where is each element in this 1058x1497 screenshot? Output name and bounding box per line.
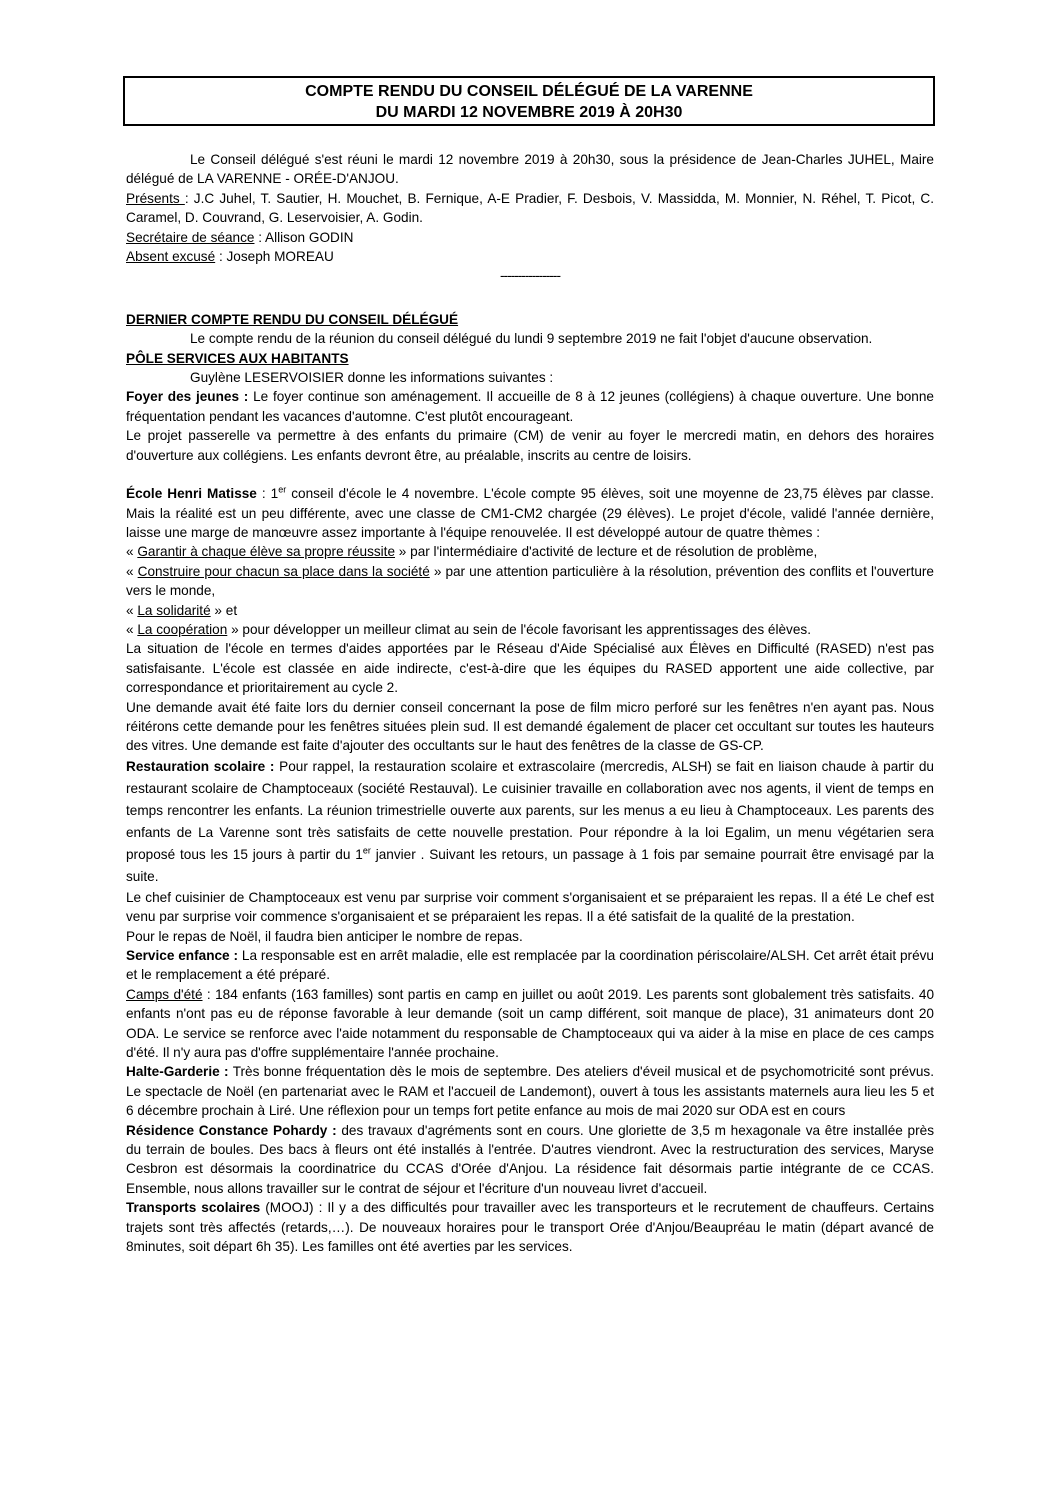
theme-1: [126, 542, 934, 561]
residence-text: des travaux d'agréments sont en cours. Une gloriette de 3,5 m hexagonale va être installée près du terrain de boules. Des bacs à fleurs ont été installés à l'entrée. D'autres viendront. Avec la restructuration des services, Maryse Cesbron est désormais la coordinatrice du CCAS d'Orée d'Anjou. La résidence fait désormais partie intégrante de ce CCAS. Ensemble, nous allons travailler sur le contrat de séjour et l'écriture d'un nouveau livret d'accueil.: [126, 1122, 934, 1196]
presents-line: [126, 189, 934, 228]
resto-text: Pour rappel, la restauration scolaire et extrascolaire (mercredis, ALSH) se fait en liaison chaude à partir du restaurant scolaire de Champtoceaux (société Restauval). Le cuisinier travaille en collaboration avec nos agents, il vient de temps en temps rencontrer les enfants. La réunion trimestrielle ouverte aux parents, sur les menus a eu lieu à Champtoceaux. Les parents des enfants de La Varenne sont très satisfaits de cette nouvelle prestation. Pour répondre à la loi Egalim, un menu végétarien sera proposé tous les 15 jours à partir du 1: [126, 758, 934, 862]
rased-paragraph: La situation de l'école en termes d'aides apportées par le Réseau d'Aide Spécialisé aux Élèves en Difficulté (RASED) n'est pas satisfaisante. L'école est classée en aide indirecte, c'est-à-dire que les équipes du RASED apportent une aide collective, par correspondance et prioritairement au cycle 2.: [126, 641, 934, 696]
ecole-pre: : 1: [256, 486, 279, 502]
ecole-sup: er: [278, 484, 287, 495]
resto-sup: er: [362, 845, 371, 856]
document-body: [126, 150, 934, 1257]
transports-label: Transports scolaires: [126, 1200, 261, 1216]
absent-line: [126, 247, 934, 266]
theme-3-link: La solidarité: [137, 602, 211, 618]
enfance-label: Service enfance :: [126, 948, 239, 963]
secretary-value: : Allison GODIN: [254, 229, 354, 245]
title-line-2: DU MARDI 12 NOVEMBRE 2019 À 20H30: [375, 104, 683, 121]
absent-label: Absent excusé: [126, 249, 216, 265]
secretary-label: Secrétaire de séance: [126, 229, 255, 245]
foyer-text: Le foyer continue son aménagement. Il accueille de 8 à 12 jeunes (collégiens) à chaque ouverture. Une bonne fréquentation pendant les vacances d'automne. C'est plutôt encourageant.: [126, 389, 934, 424]
residence-paragraph: [126, 1121, 934, 1199]
film-paragraph: Une demande avait été faite lors du dernier conseil concernant la pose de film micro perforé sur les fenêtres n'en ayant pas. Nous réitérons cette demande pour les fenêtres situées plein sud. Il est demandé également de placer cet occultant sur toutes les hauteurs des vitres. Une demande est faite d'ajouter des occultants sur le haut des fenêtres de la classe de GS-CP.: [126, 699, 934, 754]
noel-paragraph: Pour le repas de Noël, il faudra bien anticiper le nombre de repas.: [126, 928, 523, 944]
residence-label: Résidence Constance Pohardy :: [126, 1122, 337, 1138]
halte-label: Halte-Garderie :: [126, 1064, 229, 1080]
quote-open: «: [126, 544, 138, 560]
chef-paragraph: Le chef cuisinier de Champtoceaux est venu par surprise voir comment s'organisaient et se préparaient les repas. Il a été Le chef est venu par surprise voir commence s'organisaient et se préparaient les repas. Il a été satisfait de la qualité de la prestation.: [126, 889, 934, 925]
theme-4-link: La coopération: [137, 621, 228, 637]
theme-4: [126, 620, 934, 639]
quote-open: «: [126, 563, 138, 579]
resto-paragraph: [126, 756, 934, 888]
foyer-paragraph-2: Le projet passerelle va permettre à des enfants du primaire (CM) de venir au foyer le mercredi matin, en dehors des horaires d'ouverture aux collégiens. Les enfants devront être, au préalable, inscrits au centre de loisirs.: [126, 428, 934, 463]
theme-3: [126, 601, 934, 620]
ecole-text: conseil d'école le 4 novembre. L'école compte 95 élèves, soit une moyenne de 23,75 élèves par classe. Mais la réalité est un peu différente, avec une classe de CM1-CM2 chargée (29 élèves). Le projet d'école, validé l'année dernière, laisse une marge de manœuvre assez importante à l'équipe renouvelée. Il est développé autour de quatre thèmes :: [126, 486, 935, 540]
ecole-paragraph: [126, 484, 934, 542]
enfance-paragraph: [126, 946, 934, 985]
halte-text: Très bonne fréquentation dès le mois de septembre. Des ateliers d'éveil musical et de psychomotricité sont prévus. Le spectacle de Noël (en partenariat avec le RAM et l'accueil de Landemont), ouvert à tous les assistants maternels aura lieu les 5 et 6 décembre prochain à Liré. Une réflexion pour un temps fort petite enfance au mois de mai 2020 sur ODA est en cours: [126, 1064, 934, 1119]
theme-2-rest: » par une attention particulière à la résolution, prévention des conflits et l'ouverture vers le monde,: [126, 563, 934, 599]
minutes-text: Le compte rendu de la réunion du conseil délégué du lundi 9 septembre 2019 ne fait l'objet d'aucune observation.: [190, 331, 873, 347]
transports-paragraph: [126, 1198, 934, 1256]
secretary-line: [126, 228, 934, 247]
theme-2: [126, 562, 934, 601]
services-intro: Guylène LESERVOISIER donne les informations suivantes :: [190, 370, 554, 386]
theme-1-rest: » par l'intermédiaire d'activité de lecture et de résolution de problème,: [395, 544, 818, 560]
spacer: [126, 465, 934, 484]
camps-paragraph: [126, 985, 934, 1063]
theme-4-rest: » pour développer un meilleur climat au sein de l'école favorisant les apprentissages des élèves.: [227, 621, 811, 637]
intro-paragraph: Le Conseil délégué s'est réuni le mardi 12 novembre 2019 à 20h30, sous la présidence de Jean-Charles JUHEL, Maire délégué de LA VARENNE - ORÉE-D'ANJOU.: [126, 152, 934, 187]
title-box: [123, 76, 935, 126]
quote-open: «: [126, 602, 138, 618]
camps-label: Camps d'été: [126, 986, 203, 1002]
resto-label: Restauration scolaire :: [126, 758, 275, 774]
resto-text-2: janvier . Suivant les retours, un passage à 1 fois par semaine pourrait être envisagé par la suite.: [126, 846, 934, 884]
separator: -----------------: [500, 268, 560, 284]
camps-text: : 184 enfants (163 familles) sont partis en camp en juillet ou août 2019. Les parents sont globalement très satisfaits. 40 enfants n'ont pas eu de réponse favorable à leur demande (soit un camp différent, soit manque de place), 31 animateurs dont 20 ODA. Le service se renforce avec l'aide notamment du responsable de Champtoceaux qui va aider à la mise en place de ces camps d'été. Il n'y aura pas d'offre supplémentaire l'année prochaine.: [126, 986, 935, 1061]
foyer-paragraph: [126, 387, 934, 426]
quote-open: «: [126, 621, 138, 637]
minutes-heading: DERNIER COMPTE RENDU DU CONSEIL DÉLÉGUÉ: [126, 311, 459, 327]
foyer-label: Foyer des jeunes :: [126, 389, 249, 405]
presents-value: : J.C Juhel, T. Sautier, H. Mouchet, B. Fernique, A-E Pradier, F. Desbois, V. Massidda, M. Monnier, N. Réhel, T. Picot, C. Caramel, D. Couvrand, G. Leservoisier, A. Godin.: [126, 190, 934, 226]
services-heading: PÔLE SERVICES AUX HABITANTS: [126, 350, 349, 366]
absent-value: : Joseph MOREAU: [215, 249, 334, 265]
theme-1-link: Garantir à chaque élève sa propre réussite: [137, 544, 396, 560]
transports-text: (MOOJ) : Il y a des difficultés pour travailler avec les transporteurs et le recrutement de chauffeurs. Certains trajets sont très affectés (retards,…). De nouveaux horaires pour le transport Orée d'Anjou/Beaupréau le matin (départ avancé de 8minutes, soit départ 6h 35). Les familles ont été averties par les services.: [126, 1200, 934, 1255]
presents-label: Présents: [126, 190, 185, 206]
ecole-label: École Henri Matisse: [126, 486, 257, 502]
title-line-1: COMPTE RENDU DU CONSEIL DÉLÉGUÉ DE LA VARENNE: [305, 83, 753, 100]
theme-3-rest: » et: [210, 602, 238, 618]
enfance-text: La responsable est en arrêt maladie, elle est remplacée par la coordination périscolaire/ALSH. Cet arrêt était prévu et le remplacement a été préparé.: [126, 948, 934, 983]
halte-paragraph: [126, 1062, 934, 1120]
theme-2-link: Construire pour chacun sa place dans la société: [137, 563, 430, 579]
